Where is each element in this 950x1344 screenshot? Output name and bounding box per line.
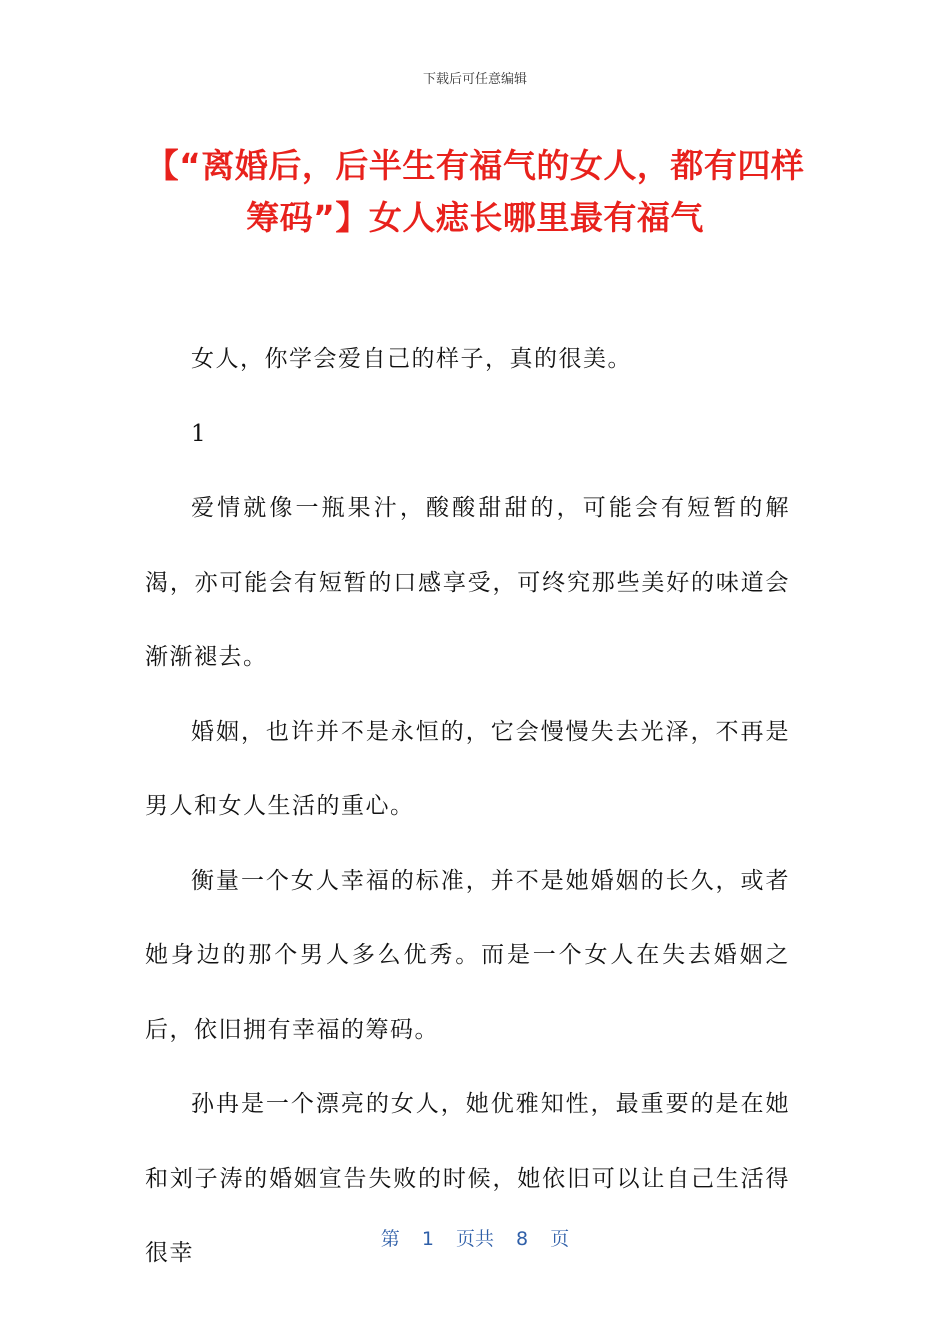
paragraph: 衡量一个女人幸福的标准，并不是她婚姻的长久，或者她身边的那个男人多么优秀。而是一个女人在失去婚姻之后，依旧拥有幸福的筹码。 <box>145 867 790 1043</box>
footer-prefix: 第 <box>380 1228 400 1250</box>
page-footer <box>0 1224 950 1251</box>
footer-total-pages: 8 <box>516 1228 529 1250</box>
footer-suffix: 页 <box>550 1228 570 1250</box>
paragraph: 女人，你学会爱自己的样子，真的很美。 <box>191 346 632 372</box>
document-body <box>145 322 790 1291</box>
paragraph: 婚姻，也许并不是永恒的，它会慢慢失去光泽，不再是男人和女人生活的重心。 <box>145 718 790 819</box>
paragraph: 孙冉是一个漂亮的女人，她优雅知性，最重要的是在她和刘子涛的婚姻宣告失败的时候，她依旧可以让自己生活得很幸 <box>145 1091 790 1266</box>
document-title: 【“离婚后，后半生有福气的女人，都有四样筹码”】女人痣长哪里最有福气 <box>145 146 805 237</box>
footer-middle: 页共 <box>455 1228 494 1250</box>
footer-page-number: 1 <box>421 1228 434 1250</box>
header-note: 下载后可任意编辑 <box>422 72 527 87</box>
paragraph: 爱情就像一瓶果汁，酸酸甜甜的，可能会有短暂的解渴，亦可能会有短暂的口感享受，可终究那些美好的味道会渐渐褪去。 <box>145 495 790 670</box>
paragraph: 1 <box>191 420 208 447</box>
